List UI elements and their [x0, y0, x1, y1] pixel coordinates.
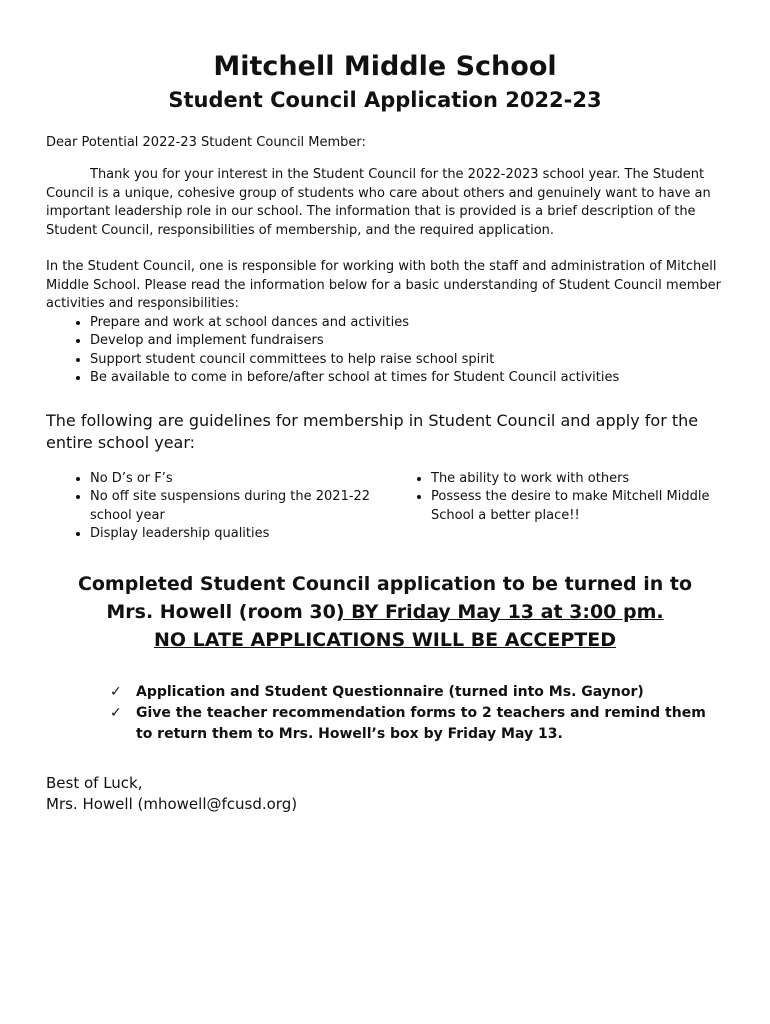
deadline-line-2 — [46, 598, 724, 626]
checklist-text: Give the teacher recommendation forms to 2 teachers and remind them to return them to Mrs. Howell’s box by Friday May 13. — [136, 704, 706, 742]
document-title: Student Council Application 2022-23 — [168, 88, 602, 112]
deadline-notice — [46, 570, 724, 654]
list-item: • Support student council committees to help raise school spirit — [90, 351, 724, 370]
deadline-line-1: Completed Student Council application to be turned in to — [77, 572, 693, 595]
deadline-paren: ) — [335, 600, 345, 623]
signoff: Best of Luck, — [46, 773, 143, 792]
checkmark-icon: ✓ — [110, 704, 122, 721]
checklist-text: Application and Student Questionnaire (turned into Ms. Gaynor) — [136, 683, 644, 700]
list-item: • Display leadership qualities — [90, 525, 385, 544]
checklist — [46, 682, 724, 745]
deadline-date: BY Friday May 13 at 3:00 pm. — [344, 600, 664, 623]
checklist-item — [110, 682, 724, 703]
guidelines-columns — [46, 470, 724, 544]
deadline-location: Mrs. Howell (room 30 — [106, 600, 336, 623]
guidelines-right-list — [385, 470, 724, 526]
list-item: • No D’s or F’s — [90, 470, 385, 489]
responsibilities-list — [46, 314, 724, 388]
list-item: • Possess the desire to make Mitchell Middle School a better place!! — [431, 488, 724, 525]
list-item: • Prepare and work at school dances and activities — [90, 314, 724, 333]
responsibilities-intro: In the Student Council, one is responsible for working with both the staff and administration of Mitchell Middle School. Please read the information below for a basic understanding of Student Council member activities and responsibilities: — [46, 259, 721, 311]
closing — [46, 773, 724, 815]
no-late-applications: NO LATE APPLICATIONS WILL BE ACCEPTED — [154, 628, 616, 651]
intro-paragraph: Thank you for your interest in the Student Council for the 2022-2023 school year. The Student Council is a unique, cohesive group of students who care about others and genuinely want to have an important leadership role in our school. The information that is provided is a brief description of the Student Council, responsibilities of membership, and the required application. — [46, 167, 711, 238]
guidelines-right-column — [385, 470, 724, 544]
school-name: Mitchell Middle School — [213, 51, 557, 82]
guidelines-intro: The following are guidelines for membership in Student Council and apply for the entire school year: — [46, 410, 699, 452]
guidelines-left-list — [46, 470, 385, 544]
list-item: • Be available to come in before/after school at times for Student Council activities — [90, 369, 724, 388]
checklist-item — [110, 703, 724, 745]
greeting: Dear Potential 2022-23 Student Council Member: — [46, 135, 366, 150]
signature: Mrs. Howell (mhowell@fcusd.org) — [46, 794, 298, 813]
guidelines-left-column — [46, 470, 385, 544]
checkmark-icon: ✓ — [110, 683, 122, 700]
list-item: • No off site suspensions during the 2021-22 school year — [90, 488, 385, 525]
list-item: • The ability to work with others — [431, 470, 724, 489]
list-item: • Develop and implement fundraisers — [90, 332, 724, 351]
